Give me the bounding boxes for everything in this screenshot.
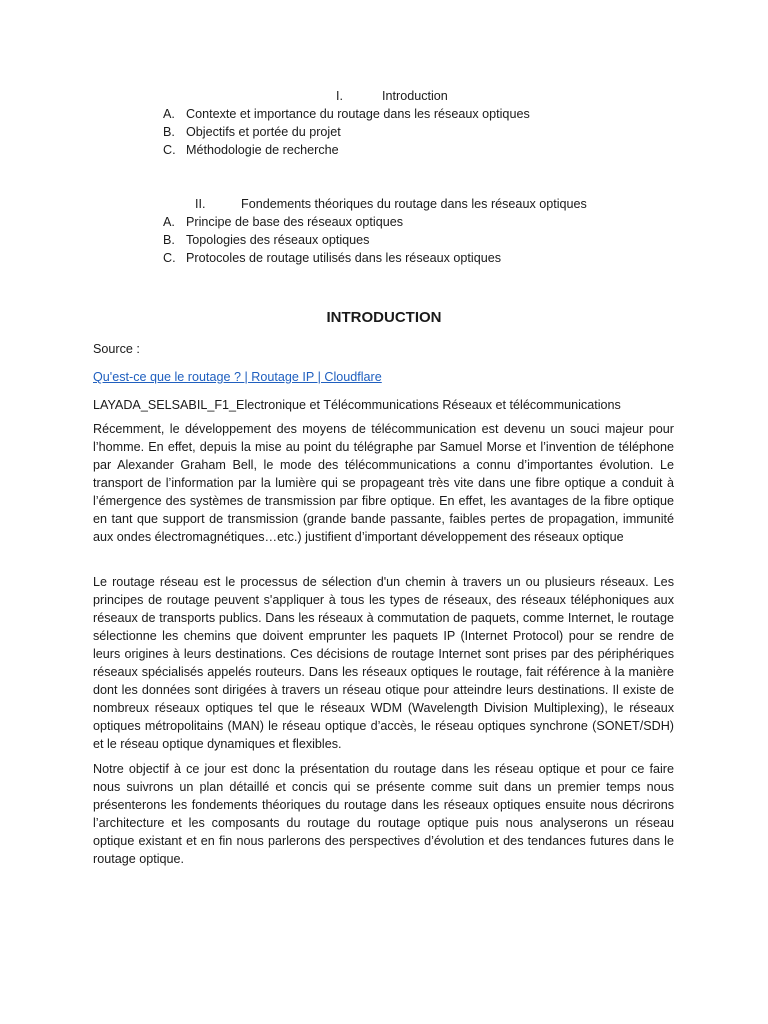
outline-letter: A. xyxy=(163,107,175,121)
source-label: Source : xyxy=(93,342,140,356)
source-link[interactable]: Qu'est-ce que le routage ? | Routage IP | Cloudflare xyxy=(93,370,382,384)
outline-item: Topologies des réseaux optiques xyxy=(186,233,370,247)
outline-letter: B. xyxy=(163,233,175,247)
outline-numeral-2: II. xyxy=(195,197,206,211)
outline-letter: C. xyxy=(163,143,176,157)
author-line: LAYADA_SELSABIL_F1_Electronique et Télécommunications Réseaux et télécommunications xyxy=(93,398,621,412)
outline-item: Objectifs et portée du projet xyxy=(186,125,341,139)
outline-item: Principe de base des réseaux optiques xyxy=(186,215,404,229)
outline-item: Contexte et importance du routage dans les réseaux optiques xyxy=(186,107,530,121)
outline-letter: C. xyxy=(163,251,176,265)
paragraph-3: Notre objectif à ce jour est donc la présentation du routage dans les réseau optique et pour ce faire nous suivrons un plan détaillé et concis qui se présente comme suit dans un premier temps nous présenterons les fondements théoriques du routage dans les réseaux optiques ensuite nous décrirons l’architecture et les composants du routage du routage optique puis nous analyserons un réseau optique existant et en fin nous parlerons des perspectives d’évolution et des tendances futures dans le routage optique. xyxy=(93,762,674,866)
section-heading: INTRODUCTION xyxy=(326,309,442,326)
outline-item: Méthodologie de recherche xyxy=(186,143,339,157)
outline-item: Protocoles de routage utilisés dans les réseaux optiques xyxy=(186,251,502,265)
outline-title-2: Fondements théoriques du routage dans les réseaux optiques xyxy=(241,197,587,211)
outline-numeral-1: I. xyxy=(336,89,343,103)
paragraph-2: Le routage réseau est le processus de sélection d'un chemin à travers un ou plusieurs réseaux. Les principes de routage peuvent s'appliquer à tous les types de réseaux, des réseaux téléphoniques aux réseaux de transports publics. Dans les réseaux à commutation de paquets, comme Internet, le routage sélectionne les chemins que doivent emprunter les paquets IP (Internet Protocol) pour se rendre de leurs origines à leurs destinations. Ces décisions de routage Internet sont prises par des périphériques réseaux spécialisés appelés routeurs. Dans les réseaux optiques le routage, fait référence à la manière dont les données sont dirigées à travers un réseau otique pour atteindre leurs destinations. Il existe de nombreux réseaux optiques tel que le réseaux WDM (Wavelength Division Multiplexing), le réseaux optiques métropolitains (MAN) le réseau optique d’accès, le réseau optiques synchrone (SONET/SDH) et le réseau optique dynamiques et flexibles. xyxy=(93,575,674,751)
paragraph-1: Récemment, le développement des moyens de télécommunication est devenu un souci majeur pour l’homme. En effet, depuis la mise au point du télégraphe par Samuel Morse et l’invention de téléphone par Alexander Graham Bell, le mode des télécommunications a connu d’importantes évolution. Le transport de l’information par la lumière qui se propageant très vite dans une fibre optique a conduit à l’émergence des systèmes de transmission par fibre optique. En effet, les avantages de la fibre optique en tant que support de transmission (grande bande passante, faibles pertes de propagation, immunité aux ondes électromagnétiques…etc.) justifient d’important développement des réseaux optique xyxy=(93,422,674,544)
outline-letter: B. xyxy=(163,125,175,139)
outline-letter: A. xyxy=(163,215,175,229)
outline-title-1: Introduction xyxy=(382,89,448,103)
